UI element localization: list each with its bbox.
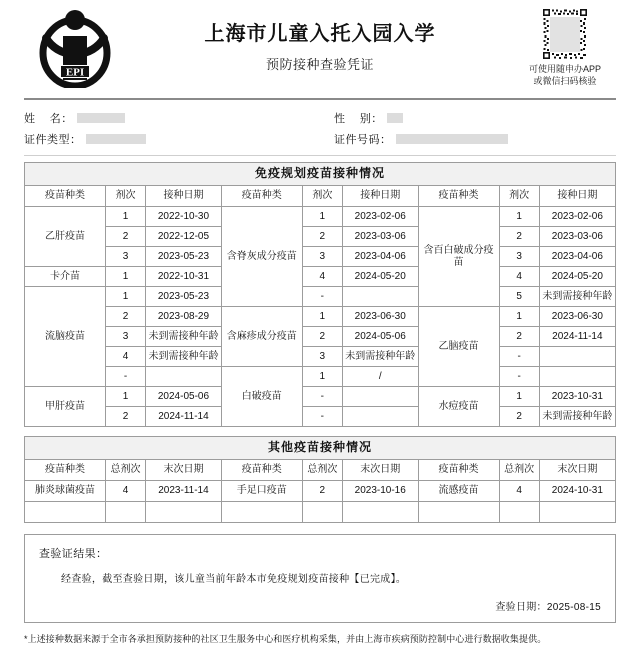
date-cell: 2023-06-30 — [539, 307, 615, 327]
planned-table-header-row — [25, 186, 616, 207]
planned-table-band — [25, 163, 616, 186]
other-last-date-cell — [342, 502, 418, 523]
other-total-doses-cell: 2 — [302, 481, 342, 502]
date-cell: 2023-04-06 — [539, 247, 615, 267]
vaccine-name-cell: 乙脑疫苗 — [418, 307, 499, 387]
other-last-date-cell — [539, 502, 615, 523]
date-cell — [342, 407, 418, 427]
other-vaccine-name-cell — [25, 502, 106, 523]
date-cell: 未到需接种年龄 — [146, 347, 222, 367]
info-divider — [24, 155, 616, 156]
table-row — [25, 481, 616, 502]
table-row — [25, 287, 616, 307]
id-type-field — [24, 131, 334, 147]
qr-caption-line1: 可使用随申办APP — [528, 64, 601, 74]
date-cell: 2022-12-05 — [146, 227, 222, 247]
dose-cell: 2 — [105, 227, 145, 247]
result-title: 查验证结果： — [39, 548, 108, 560]
other-col-total-doses-1: 总剂次 — [105, 460, 145, 481]
name-label: 姓 名： — [24, 112, 73, 125]
dose-cell: 3 — [105, 247, 145, 267]
other-col-total-doses-2: 总剂次 — [302, 460, 342, 481]
other-last-date-cell: 2023-11-14 — [146, 481, 222, 502]
date-cell: 2023-02-06 — [342, 207, 418, 227]
dose-cell: 2 — [499, 407, 539, 427]
other-col-vaccine-type-3: 疫苗种类 — [418, 460, 499, 481]
planned-table-body — [25, 207, 616, 427]
dose-cell: - — [302, 387, 342, 407]
document-title: 上海市儿童入托入园入学 — [204, 23, 436, 45]
other-col-total-doses-3: 总剂次 — [499, 460, 539, 481]
qr-caption — [490, 63, 640, 87]
other-table-header-row — [25, 460, 616, 481]
other-col-last-date-3: 末次日期 — [539, 460, 615, 481]
date-cell: 2024-05-20 — [539, 267, 615, 287]
svg-text:EPI: EPI — [65, 66, 85, 79]
vaccine-name-cell: 卡介苗 — [25, 267, 106, 287]
vaccine-name-cell: 水痘疫苗 — [418, 387, 499, 427]
dose-cell: 2 — [499, 327, 539, 347]
dose-cell: 1 — [499, 307, 539, 327]
date-cell: 未到需接种年龄 — [342, 347, 418, 367]
col-vaccine-type-2: 疫苗种类 — [221, 186, 302, 207]
person-info-row-1 — [24, 107, 616, 128]
date-cell: 2024-11-14 — [146, 407, 222, 427]
dose-cell: 3 — [302, 347, 342, 367]
dose-cell: 1 — [105, 267, 145, 287]
col-vaccine-type-1: 疫苗种类 — [25, 186, 106, 207]
vaccine-name-cell: 流脑疫苗 — [25, 287, 106, 387]
planned-vaccines-section — [24, 162, 616, 427]
id-number-label: 证件号码： — [334, 133, 392, 146]
col-dose-1: 剂次 — [105, 186, 145, 207]
other-vaccine-name-cell — [221, 502, 302, 523]
result-body-text: 经查验，截至查验日期，该儿童当前年龄本市免疫规划疫苗接种【已完成】。 — [61, 574, 407, 585]
other-vaccine-name-cell: 流感疫苗 — [418, 481, 499, 502]
other-vaccine-name-cell: 肺炎球菌疫苗 — [25, 481, 106, 502]
id-number-field — [334, 131, 508, 147]
date-cell — [539, 367, 615, 387]
date-cell — [342, 287, 418, 307]
dose-cell: 4 — [302, 267, 342, 287]
dose-cell: - — [105, 367, 145, 387]
date-cell: 2023-02-06 — [539, 207, 615, 227]
table-row — [25, 347, 616, 367]
table-row — [25, 207, 616, 227]
other-vaccine-name-cell — [418, 502, 499, 523]
other-last-date-cell: 2024-10-31 — [539, 481, 615, 502]
dose-cell: 1 — [105, 387, 145, 407]
date-cell — [342, 387, 418, 407]
document-subtitle: 预防接种查验凭证 — [265, 57, 374, 72]
dose-cell: 2 — [302, 227, 342, 247]
dose-cell: 2 — [499, 227, 539, 247]
other-col-last-date-2: 末次日期 — [342, 460, 418, 481]
dose-cell: - — [499, 347, 539, 367]
date-cell: 2023-08-29 — [146, 307, 222, 327]
dose-cell: 5 — [499, 287, 539, 307]
date-cell: 2024-05-06 — [342, 327, 418, 347]
date-cell: 2023-03-06 — [539, 227, 615, 247]
dose-cell: 1 — [105, 287, 145, 307]
gender-value-redacted — [387, 113, 403, 123]
other-last-date-cell: 2023-10-16 — [342, 481, 418, 502]
dose-cell: 1 — [105, 207, 145, 227]
vaccine-name-cell: 含百白破成分疫苗 — [418, 207, 499, 307]
date-cell: 2023-06-30 — [342, 307, 418, 327]
dose-cell: 1 — [302, 367, 342, 387]
vaccine-name-cell: 白破疫苗 — [221, 367, 302, 427]
name-field — [24, 110, 334, 126]
other-total-doses-cell — [499, 502, 539, 523]
other-vaccines-table — [24, 436, 616, 523]
dose-cell: 3 — [499, 247, 539, 267]
col-date-3: 接种日期 — [539, 186, 615, 207]
other-total-doses-cell: 4 — [105, 481, 145, 502]
logo-container — [0, 0, 150, 88]
other-total-doses-cell: 4 — [499, 481, 539, 502]
date-cell — [146, 367, 222, 387]
col-date-2: 接种日期 — [342, 186, 418, 207]
qr-container — [490, 0, 640, 87]
date-cell: 2023-05-23 — [146, 287, 222, 307]
date-cell: 2024-05-20 — [342, 267, 418, 287]
other-total-doses-cell — [105, 502, 145, 523]
other-col-vaccine-type-2: 疫苗种类 — [221, 460, 302, 481]
col-date-1: 接种日期 — [146, 186, 222, 207]
table-row — [25, 387, 616, 407]
date-cell: / — [342, 367, 418, 387]
qr-code-icon[interactable] — [542, 8, 588, 60]
dose-cell: 4 — [499, 267, 539, 287]
date-cell: 2024-11-14 — [539, 327, 615, 347]
dose-cell: 2 — [302, 327, 342, 347]
col-dose-2: 剂次 — [302, 186, 342, 207]
id-type-value-redacted — [86, 134, 146, 144]
other-vaccine-name-cell: 手足口疫苗 — [221, 481, 302, 502]
footnote-text: *上述接种数据来源于全市各承担预防接种的社区卫生服务中心和医疗机构采集，并由上海市疾病预防控制中心进行数据收集提供。 — [24, 634, 547, 644]
other-col-last-date-1: 末次日期 — [146, 460, 222, 481]
person-info-section — [24, 100, 616, 155]
date-cell: 未到需接种年龄 — [539, 287, 615, 307]
other-col-vaccine-type-1: 疫苗种类 — [25, 460, 106, 481]
dose-cell: 2 — [105, 407, 145, 427]
gender-field — [334, 110, 403, 126]
date-cell: 2024-05-06 — [146, 387, 222, 407]
dose-cell: 4 — [105, 347, 145, 367]
date-cell: 2022-10-31 — [146, 267, 222, 287]
document-header — [0, 0, 640, 98]
dose-cell: - — [302, 287, 342, 307]
dose-cell: 1 — [499, 387, 539, 407]
vaccine-name-cell: 含麻疹成分疫苗 — [221, 307, 302, 367]
dose-cell: - — [499, 367, 539, 387]
other-table-band — [25, 437, 616, 460]
dose-cell: - — [302, 407, 342, 427]
vaccine-name-cell: 乙肝疫苗 — [25, 207, 106, 267]
table-row — [25, 407, 616, 427]
gender-label: 性 别： — [334, 112, 383, 125]
date-cell: 2023-05-23 — [146, 247, 222, 267]
other-table-title: 其他疫苗接种情况 — [25, 437, 616, 460]
vaccine-name-cell: 甲肝疫苗 — [25, 387, 106, 427]
table-row — [25, 327, 616, 347]
table-row — [25, 307, 616, 327]
date-cell: 未到需接种年龄 — [539, 407, 615, 427]
date-cell — [539, 347, 615, 367]
table-row — [25, 247, 616, 267]
planned-table-title: 免疫规划疫苗接种情况 — [25, 163, 616, 186]
col-vaccine-type-3: 疫苗种类 — [418, 186, 499, 207]
dose-cell: 3 — [302, 247, 342, 267]
dose-cell: 1 — [302, 207, 342, 227]
other-table-body — [25, 481, 616, 523]
id-type-label: 证件类型： — [24, 133, 82, 146]
dose-cell: 1 — [302, 307, 342, 327]
table-row — [25, 367, 616, 387]
date-cell: 未到需接种年龄 — [146, 327, 222, 347]
table-row — [25, 227, 616, 247]
id-number-value-redacted — [396, 134, 508, 144]
person-info-row-2 — [24, 128, 616, 149]
date-cell: 2023-10-31 — [539, 387, 615, 407]
table-row — [25, 267, 616, 287]
other-last-date-cell — [146, 502, 222, 523]
other-total-doses-cell — [302, 502, 342, 523]
verification-date: 查验日期：2025-08-15 — [495, 602, 601, 613]
vaccine-name-cell: 含脊灰成分疫苗 — [221, 207, 302, 307]
qr-caption-line2: 或微信扫码核验 — [533, 76, 597, 87]
dose-cell: 1 — [499, 207, 539, 227]
other-vaccines-section — [24, 436, 616, 523]
date-cell: 2023-04-06 — [342, 247, 418, 267]
planned-vaccines-table — [24, 162, 616, 427]
name-value-redacted — [77, 113, 125, 123]
table-row — [25, 502, 616, 523]
title-container — [150, 0, 490, 73]
date-cell: 2023-03-06 — [342, 227, 418, 247]
epi-logo-icon — [38, 8, 112, 88]
col-dose-3: 剂次 — [499, 186, 539, 207]
date-cell: 2022-10-30 — [146, 207, 222, 227]
dose-cell: 3 — [105, 327, 145, 347]
dose-cell: 2 — [105, 307, 145, 327]
